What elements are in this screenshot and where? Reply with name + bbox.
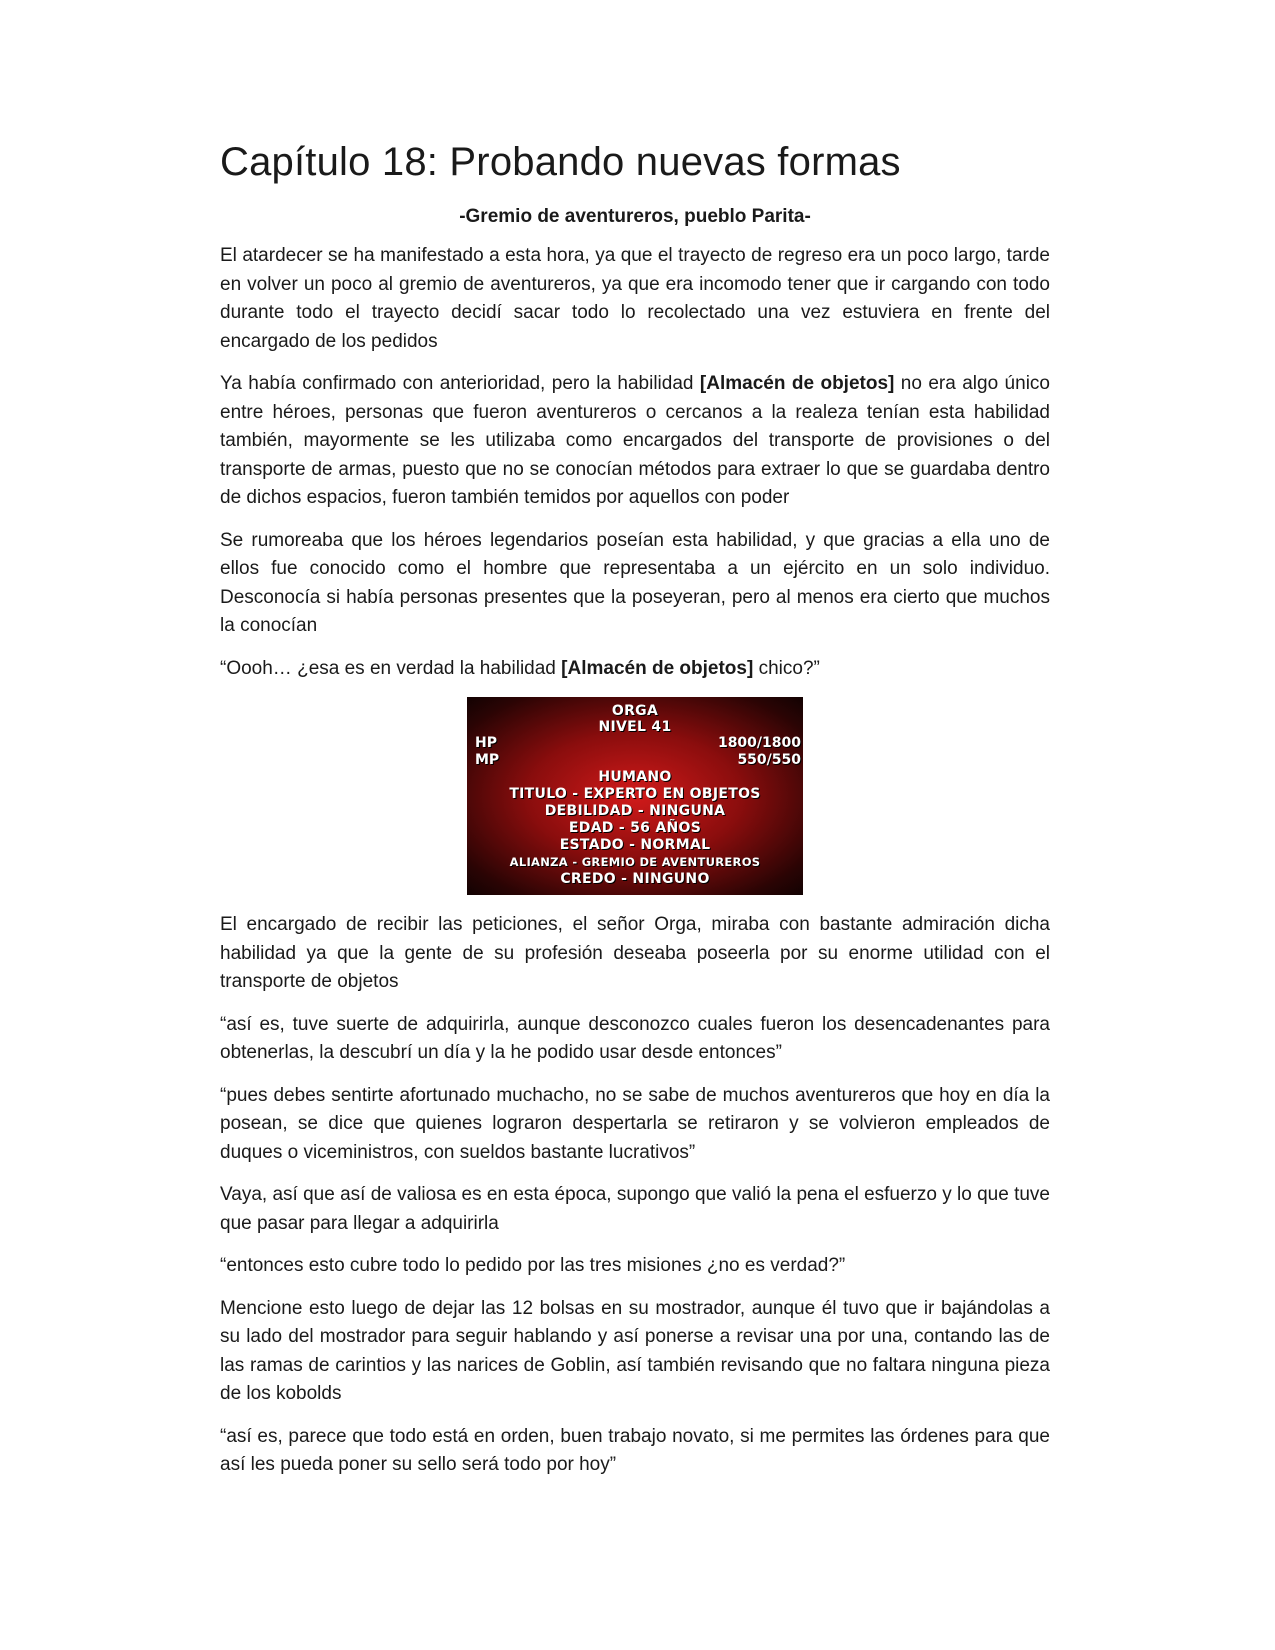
skill-name: [Almacén de objetos] — [699, 373, 895, 394]
chapter-title: Capítulo 18: Probando nuevas formas — [220, 140, 901, 184]
dialogue-paragraph: “así es, parece que todo está en orden, buen trabajo novato, si me permites las órdenes para que así les pueda poner su sello será todo por hoy” — [220, 1425, 1050, 1475]
dialogue-paragraph: “así es, tuve suerte de adquirirla, aunque desconozco cuales fueron los desencadenantes para obtenerlas, la descubrí un día y la he podido usar desde entonces” — [220, 1013, 1050, 1063]
dialogue-paragraph: “entonces esto cubre todo lo pedido por las tres misiones ¿no es verdad?” — [220, 1255, 846, 1276]
stat-age: EDAD - 56 AÑOS — [568, 820, 702, 836]
scene-heading: -Gremio de aventureros, pueblo Parita- — [459, 206, 811, 227]
stat-level: NIVEL 41 — [598, 719, 672, 735]
skill-name: [Almacén de objetos] — [561, 657, 754, 679]
stat-hp-value: 1800/1800 — [717, 735, 801, 751]
paragraph: El encargado de recibir las peticiones, el señor Orga, miraba con bastante admiración dicha habilidad ya que la gente de su profesión deseaba poseerla por su enorme utilidad con el transporte de objetos — [220, 914, 1050, 992]
stat-name: ORGA — [611, 703, 659, 719]
stat-race: HUMANO — [598, 769, 672, 785]
stat-mp-value: 550/550 — [737, 752, 801, 768]
stat-alliance: ALIANZA - GREMIO DE AVENTUREROS — [509, 855, 761, 869]
paragraph: Mencione esto luego de dejar las 12 bolsas en su mostrador, aunque él tuvo que ir bajándolas a su lado del mostrador para seguir hablando y así ponerse a revisar una por una, contando las de las ramas de carintios y las narices de Goblin, así también revisando que no faltara ninguna pieza de los kobolds — [220, 1297, 1050, 1404]
document-page — [220, 138, 1050, 1494]
dialogue-paragraph: “Oooh… ¿esa es en verdad la habilidad [Almacén de objetos] chico?” — [220, 657, 820, 679]
paragraph: Se rumoreaba que los héroes legendarios poseían esta habilidad, y que gracias a ella uno de ellos fue conocido como el hombre que representaba a un ejército en un solo individuo. Desconocía si había personas presentes que la poseyeran, pero al menos era cierto que muchos la conocían — [220, 529, 1050, 636]
paragraph: El atardecer se ha manifestado a esta hora, ya que el trayecto de regreso era un poco largo, tarde en volver un poco al gremio de aventureros, ya que era incomodo tener que ir cargando con todo durante todo el trayecto decidí sacar todo lo recolectado una vez estuviera en frente del encargado de los pedidos — [220, 245, 1050, 352]
character-status-image — [467, 697, 803, 895]
paragraph: Vaya, así que así de valiosa es en esta época, supongo que valió la pena el esfuerzo y lo que tuve que pasar para llegar a adquirirla — [220, 1184, 1050, 1234]
stat-title: TITULO - EXPERTO EN OBJETOS — [509, 786, 761, 802]
stat-creed: CREDO - NINGUNO — [560, 871, 710, 887]
paragraph: Ya había confirmado con anterioridad, pero la habilidad [Almacén de objetos] no era algo único entre héroes, personas que fueron aventureros o cercanos a la realeza tenían esta habilidad también, mayormente se les utilizaba como encargados del transporte de provisiones o del transporte de armas, puesto que no se conocían métodos para extraer lo que se guardaba dentro de dichos espacios, fueron también temidos por aquellos con poder — [220, 373, 1050, 508]
stat-weakness: DEBILIDAD - NINGUNA — [544, 803, 726, 819]
dialogue-paragraph: “pues debes sentirte afortunado muchacho, no se sabe de muchos aventureros que hoy en día la posean, se dice que quienes lograron despertarla se retiraron y se volvieron empleados de duques o viceministros, con sueldos bastante lucrativos” — [220, 1084, 1050, 1163]
stat-hp-label: HP — [475, 735, 497, 751]
stat-mp-label: MP — [475, 752, 500, 768]
stat-status: ESTADO - NORMAL — [559, 837, 711, 853]
